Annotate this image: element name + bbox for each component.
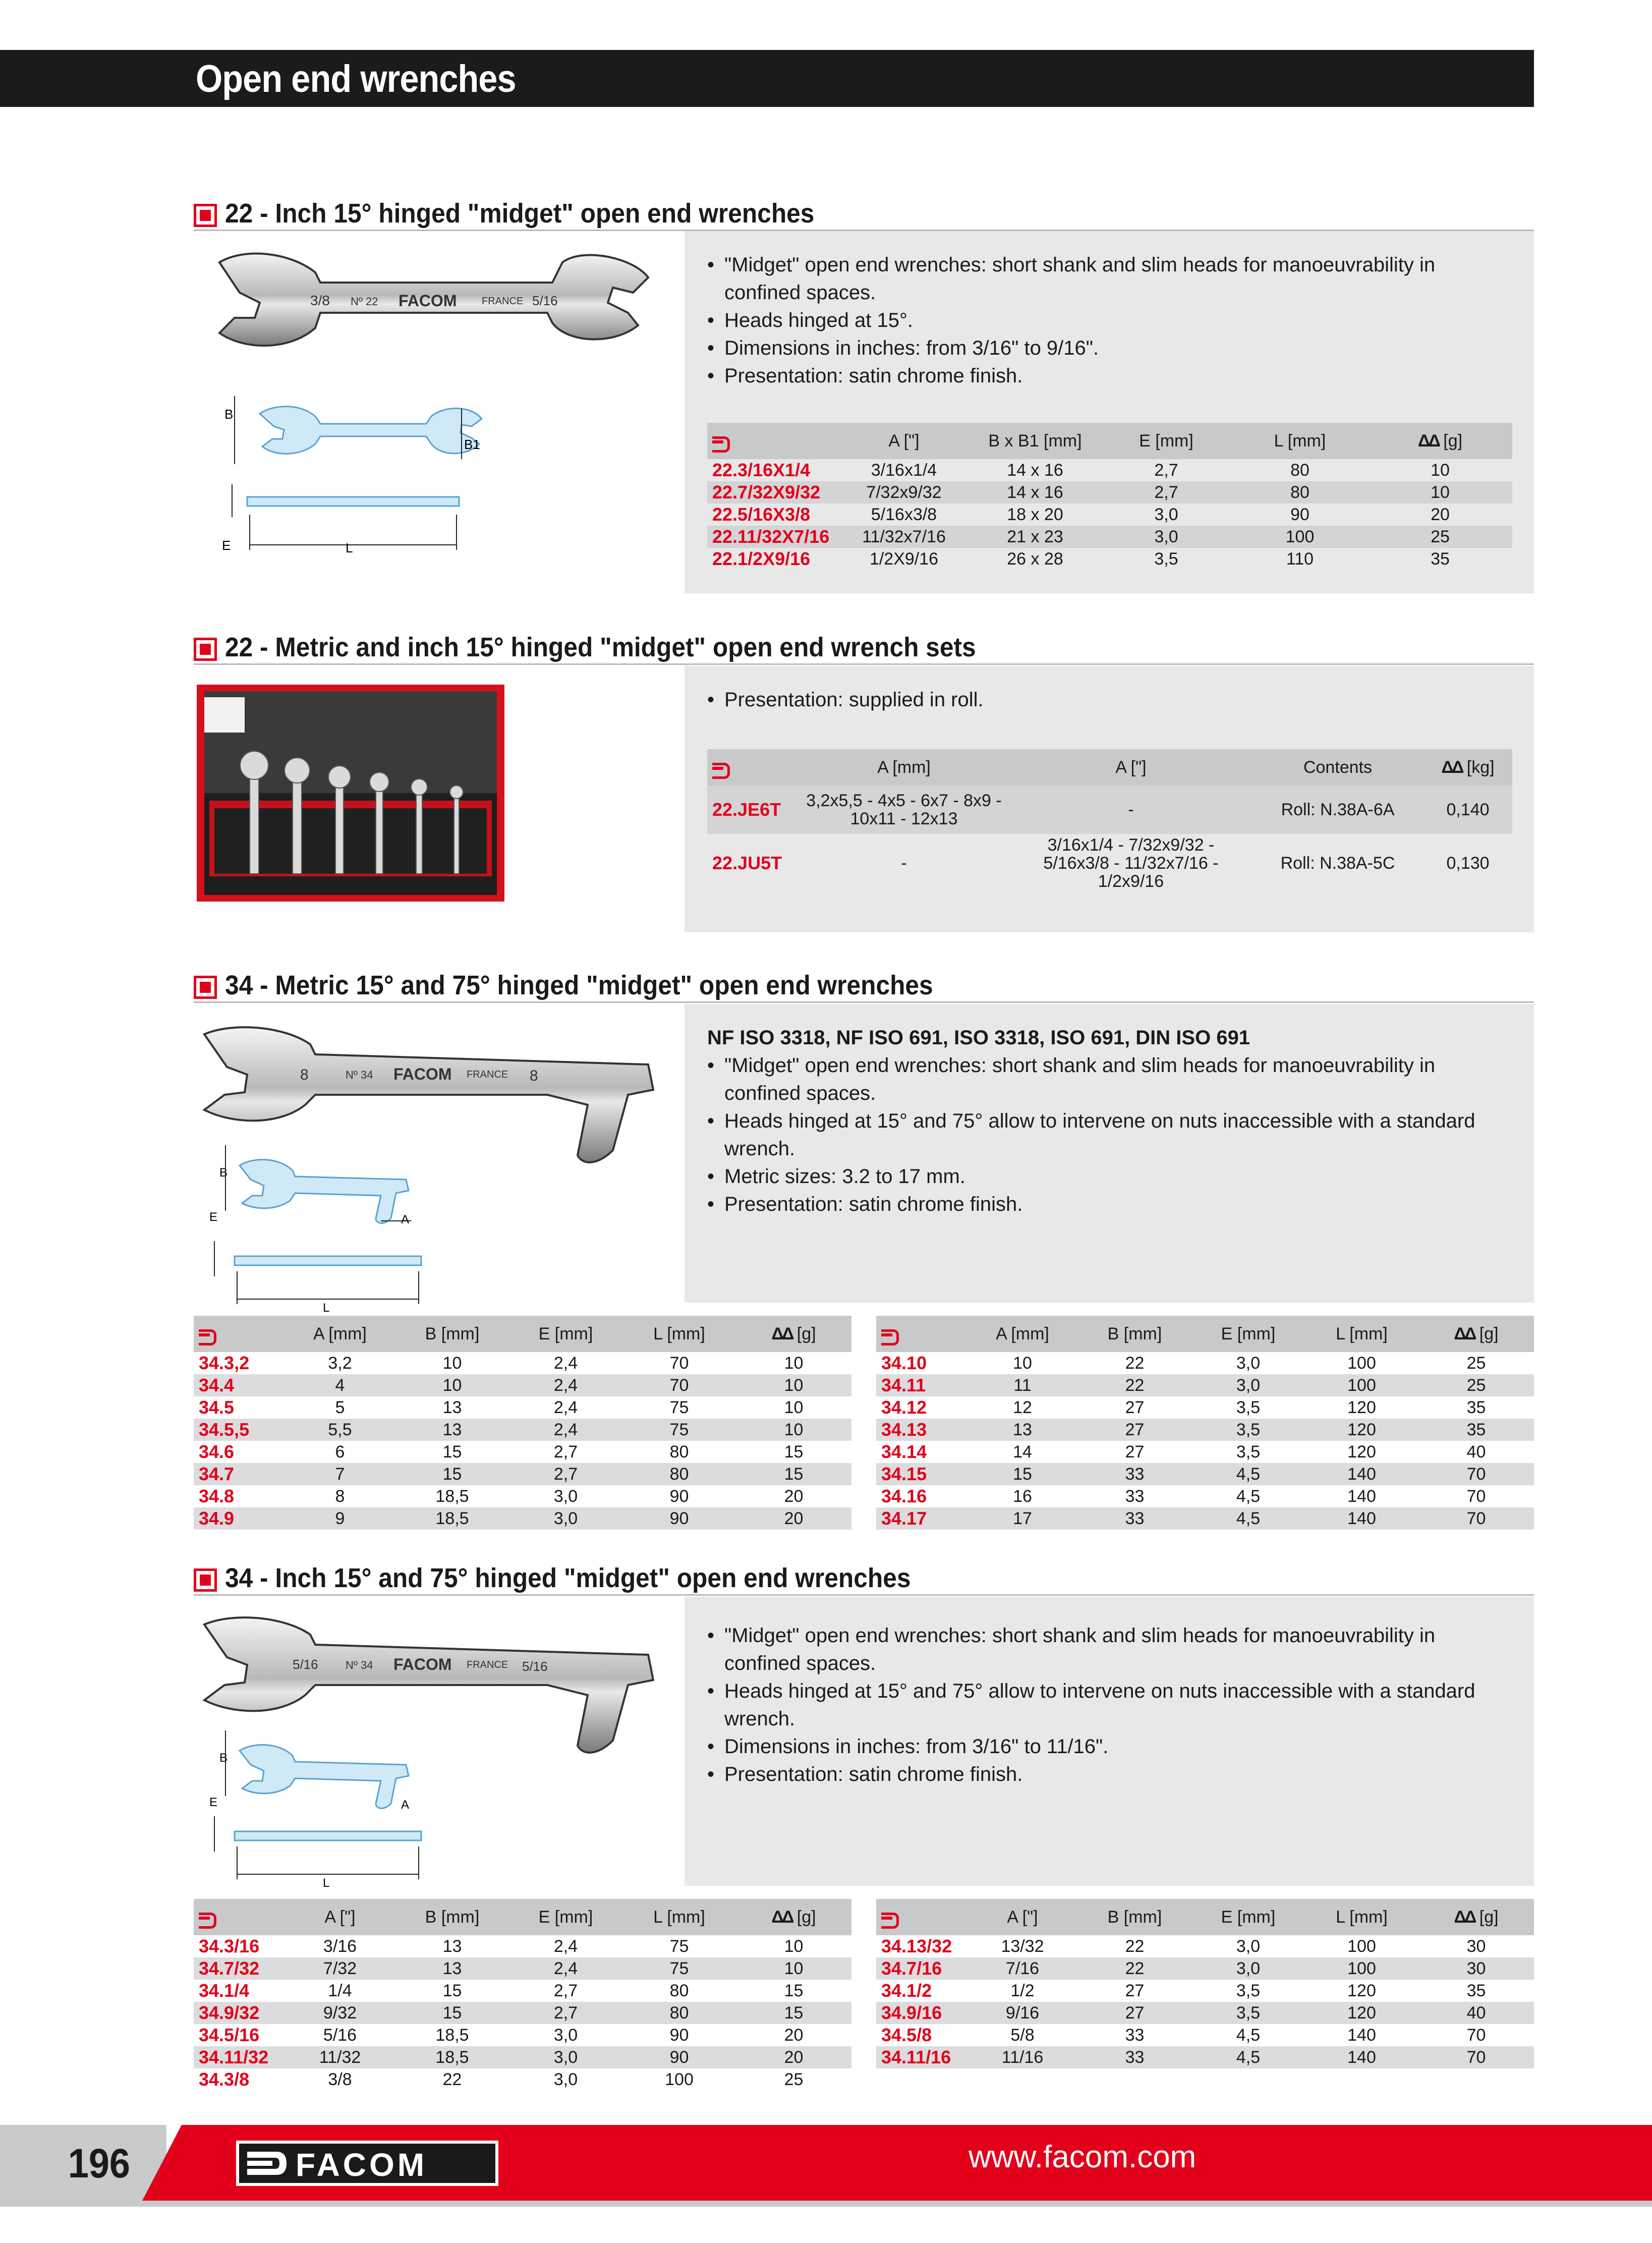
section-bullet-icon [194, 1568, 217, 1592]
page-number-block [0, 2125, 166, 2206]
bullet-item: • "Midget" open end wrenches: short shank and slim heads for manoeuvrability in confined spaces. [707, 251, 1514, 307]
bullet-item: • Presentation: supplied in roll. [707, 686, 1514, 714]
section-4-table-right: A ["] B [mm] E [mm] L [mm] ΔΔ [g] 34.13/32 13/32 22 3,0 100 30 34.7/16 7/16 22 3,0 100 30 34.1/2 1/2 27 3,5 120 35 34.9/16 9/16 27 3,5 120 40 34.5/8 5/8 33 4,5 140 70 34.11/16 11/16 33 4,5 140 70 [876, 1899, 1534, 2068]
scale-icon: ΔΔ [1441, 757, 1462, 777]
section-2-bullets [707, 686, 1514, 714]
bullet-item: • Heads hinged at 15° and 75° allow to intervene on nuts inaccessible with a standard wrench. [707, 1677, 1514, 1733]
svg-text:5/16: 5/16 [293, 1657, 318, 1672]
table-row: 34.3,2 3,2 10 2,4 70 10 [194, 1352, 851, 1374]
section-bullet-icon [194, 638, 217, 661]
table-row: 34.14 14 27 3,5 120 40 [876, 1441, 1534, 1463]
table-row: 34.5,5 5,5 13 2,4 75 10 [194, 1419, 851, 1441]
standards-line: NF ISO 3318, NF ISO 691, ISO 3318, ISO 691, DIN ISO 691 [707, 1027, 1250, 1049]
table-row: 34.6 6 15 2,7 80 15 [194, 1441, 851, 1463]
svg-text:B1: B1 [464, 437, 480, 452]
facom-ref-icon [199, 1329, 219, 1340]
scale-icon: ΔΔ [771, 1324, 792, 1343]
table-row: 34.5/16 5/16 18,5 3,0 90 20 [194, 2024, 851, 2046]
page-title-bar [0, 50, 1534, 107]
table-row: 22.JE6T 3,2x5,5 - 4x5 - 6x7 - 8x9 - 10x11 - 12x13 - Roll: N.38A-6A 0,140 [707, 786, 1512, 834]
facom-ref-icon [881, 1913, 901, 1924]
svg-text:FACOM: FACOM [393, 1065, 452, 1083]
scale-icon: ΔΔ [1454, 1324, 1475, 1343]
section-3-table-left: A [mm] B [mm] E [mm] L [mm] ΔΔ [g] 34.3,2 3,2 10 2,4 70 10 34.4 4 10 2,4 70 10 34.5 5 13 2,4 75 10 34.5,5 5,5 13 2,4 75 10 34.6 6 15 2,7 80 15 34.7 7 15 2,7 80 15 34.8 8 18,5 3,0 90 20 34.9 9 18,5 3,0 90 20 [194, 1316, 851, 1530]
section-heading-1: 22 - Inch 15° hinged "midget" open end wrenches [194, 201, 1534, 231]
bullet-item: • Presentation: satin chrome finish. [707, 1191, 1514, 1218]
table-row: 22.1/2X9/16 1/2X9/16 26 x 28 3,5 110 35 [707, 548, 1512, 570]
bullet-item: • Heads hinged at 15°. [707, 307, 1514, 334]
page-number: 196 [68, 2141, 130, 2186]
bullet-item: • Dimensions in inches: from 3/16" to 11/16". [707, 1733, 1514, 1761]
table-row: 34.7/32 7/32 13 2,4 75 10 [194, 1957, 851, 1980]
section-4-panel [685, 1597, 1534, 1886]
table-row: 34.11 11 22 3,0 100 25 [876, 1374, 1534, 1396]
table-row: 34.7/16 7/16 22 3,0 100 30 [876, 1957, 1534, 1980]
svg-text:FACOM: FACOM [398, 292, 457, 310]
facom-ref-icon [881, 1329, 901, 1340]
section-bullet-icon [194, 976, 217, 999]
table-row: 34.4 4 10 2,4 70 10 [194, 1374, 851, 1396]
wrench-set-roll-photo [194, 682, 507, 904]
section-heading-2: 22 - Metric and inch 15° hinged "midget" open end wrench sets [194, 635, 1534, 665]
table-row: 34.11/16 11/16 33 4,5 140 70 [876, 2046, 1534, 2068]
table-row: 34.8 8 18,5 3,0 90 20 [194, 1485, 851, 1507]
table-row: 34.15 15 33 4,5 140 70 [876, 1463, 1534, 1485]
table-row: 34.16 16 33 4,5 140 70 [876, 1485, 1534, 1507]
table-row: 34.9/32 9/32 15 2,7 80 15 [194, 2002, 851, 2024]
svg-text:B: B [219, 1751, 228, 1765]
section-4-table-left: A ["] B [mm] E [mm] L [mm] ΔΔ [g] 34.3/16 3/16 13 2,4 75 10 34.7/32 7/32 13 2,4 75 10 34.1/4 1/4 15 2,7 80 15 34.9/32 9/32 15 2,7 80 15 34.5/16 5/16 18,5 3,0 90 20 34.11/32 11/32 18,5 3,0 90 20 34.3/8 3/8 22 3,0 100 25 [194, 1899, 851, 2091]
facom-ref-icon [712, 763, 732, 774]
table-row: 34.9 9 18,5 3,0 90 20 [194, 1507, 851, 1530]
svg-text:E: E [209, 1796, 218, 1809]
section-3-bullets [707, 1024, 1514, 1218]
wrench-22-illustration [199, 242, 678, 590]
svg-text:8: 8 [300, 1067, 309, 1083]
page-title: Open end wrenches [196, 58, 516, 100]
section-4-bullets [707, 1622, 1514, 1788]
table-row: 34.3/8 3/8 22 3,0 100 25 [194, 2068, 851, 2091]
svg-text:5/16: 5/16 [522, 1659, 548, 1674]
footer-divider [0, 2201, 1652, 2207]
svg-text:Nº 34: Nº 34 [346, 1069, 373, 1081]
svg-text:L: L [323, 1301, 330, 1315]
brand-name: FACOM [296, 2147, 428, 2183]
tool-mark-size: 3/8 [310, 293, 330, 308]
table-row: 22.JU5T - 3/16x1/4 - 7/32x9/32 - 5/16x3/8 - 11/32x7/16 - 1/2x9/16 Roll: N.38A-5C 0,130 [707, 834, 1512, 892]
table-row: 22.3/16X1/4 3/16x1/4 14 x 16 2,7 80 10 [707, 459, 1512, 481]
svg-text:E: E [222, 538, 231, 553]
section-1-table: A ["] B x B1 [mm] E [mm] L [mm] ΔΔ [g] 22.3/16X1/4 3/16x1/4 14 x 16 2,7 80 10 22.7/32X9/32 7/32x9/32 14 x 16 2,7 80 10 22.5/16X3/8 5/16x3/8 18 x 20 3,0 90 20 22.11/32X7/16 11/32x7/16 21 x 23 3,0 100 25 22.1/2X9/16 1/2X9/16 26 x 28 3,5 110 35 [707, 423, 1512, 570]
table-row: 34.10 10 22 3,0 100 25 [876, 1352, 1534, 1374]
drawing-label-b: B [224, 407, 234, 422]
svg-text:5/16: 5/16 [532, 293, 558, 308]
wrench-34-metric-illustration [194, 1019, 673, 1317]
bullet-item: • "Midget" open end wrenches: short shank and slim heads for manoeuvrability in confined spaces. [707, 1622, 1514, 1677]
table-row: 34.12 12 27 3,5 120 35 [876, 1396, 1534, 1419]
svg-text:FRANCE: FRANCE [467, 1659, 508, 1670]
bullet-item: • Presentation: satin chrome finish. [707, 1761, 1514, 1788]
wrench-34-inch-illustration [194, 1609, 673, 1892]
svg-text:FACOM: FACOM [393, 1655, 452, 1673]
footer-url[interactable]: www.facom.com [969, 2140, 1197, 2174]
section-1-panel [685, 231, 1534, 593]
ref-column-header [707, 423, 838, 459]
scale-icon: ΔΔ [771, 1907, 792, 1927]
svg-text:FRANCE: FRANCE [467, 1069, 508, 1080]
scale-icon: ΔΔ [1454, 1907, 1475, 1927]
svg-text:A: A [401, 1213, 410, 1226]
section-heading-3: 34 - Metric 15° and 75° hinged "midget" open end wrenches [194, 973, 1534, 1003]
section-3-table-right: A [mm] B [mm] E [mm] L [mm] ΔΔ [g] 34.10 10 22 3,0 100 25 34.11 11 22 3,0 100 25 34.12 12 27 3,5 120 35 34.13 13 27 3,5 120 35 34.14 14 27 3,5 120 40 34.15 15 33 4,5 140 70 34.16 16 33 4,5 140 70 34.17 17 33 4,5 140 70 [876, 1316, 1534, 1530]
section-3-panel [685, 1004, 1534, 1303]
facom-logo [236, 2141, 498, 2186]
facom-ref-icon [199, 1913, 219, 1924]
table-row: 34.1/4 1/4 15 2,7 80 15 [194, 1980, 851, 2002]
table-row: 34.17 17 33 4,5 140 70 [876, 1507, 1534, 1530]
section-2-panel [685, 666, 1534, 932]
table-row: 34.1/2 1/2 27 3,5 120 35 [876, 1980, 1534, 2002]
svg-text:B: B [219, 1166, 228, 1180]
table-row: 34.5/8 5/8 33 4,5 140 70 [876, 2024, 1534, 2046]
svg-text:FRANCE: FRANCE [482, 296, 524, 307]
bullet-item: • Metric sizes: 3.2 to 17 mm. [707, 1163, 1514, 1191]
table-row: 34.9/16 9/16 27 3,5 120 40 [876, 2002, 1534, 2024]
section-1-bullets [707, 251, 1514, 390]
table-row: 34.11/32 11/32 18,5 3,0 90 20 [194, 2046, 851, 2068]
bullet-item: • Dimensions in inches: from 3/16" to 9/16". [707, 334, 1514, 362]
svg-text:L: L [323, 1876, 330, 1890]
table-row: 34.5 5 13 2,4 75 10 [194, 1396, 851, 1419]
svg-text:E: E [209, 1210, 218, 1224]
svg-text:8: 8 [530, 1068, 538, 1084]
table-row: 34.13/32 13/32 22 3,0 100 30 [876, 1935, 1534, 1957]
svg-text:L: L [346, 540, 353, 555]
svg-text:Nº 22: Nº 22 [351, 295, 378, 308]
table-row: 22.5/16X3/8 5/16x3/8 18 x 20 3,0 90 20 [707, 503, 1512, 526]
section-heading-4: 34 - Inch 15° and 75° hinged "midget" open end wrenches [194, 1565, 1534, 1596]
table-row: 22.7/32X9/32 7/32x9/32 14 x 16 2,7 80 10 [707, 481, 1512, 503]
bullet-item: • Presentation: satin chrome finish. [707, 362, 1514, 390]
table-row: 34.7 7 15 2,7 80 15 [194, 1463, 851, 1485]
bullet-item: • "Midget" open end wrenches: short shank and slim heads for manoeuvrability in confined spaces. [707, 1052, 1514, 1107]
scale-icon: ΔΔ [1417, 431, 1439, 451]
svg-text:Nº 34: Nº 34 [346, 1659, 373, 1671]
section-bullet-icon [194, 204, 217, 227]
bullet-item: • Heads hinged at 15° and 75° allow to intervene on nuts inaccessible with a standard wrench. [707, 1107, 1514, 1163]
table-row: 34.3/16 3/16 13 2,4 75 10 [194, 1935, 851, 1957]
section-2-table: A [mm] A ["] Contents ΔΔ [kg] 22.JE6T 3,2x5,5 - 4x5 - 6x7 - 8x9 - 10x11 - 12x13 - Roll: N.38A-6A 0,140 22.JU5T - 3/16x1/4 - 7/32x9/32 - 5/16x3/8 - 11/32x7/16 - 1/2x9/16 Roll: N.38A-5C 0,130 [707, 749, 1512, 892]
table-row: 22.11/32X7/16 11/32x7/16 21 x 23 3,0 100 25 [707, 526, 1512, 548]
table-row: 34.13 13 27 3,5 120 35 [876, 1419, 1534, 1441]
facom-ref-icon [712, 436, 732, 447]
svg-text:A: A [401, 1798, 410, 1812]
